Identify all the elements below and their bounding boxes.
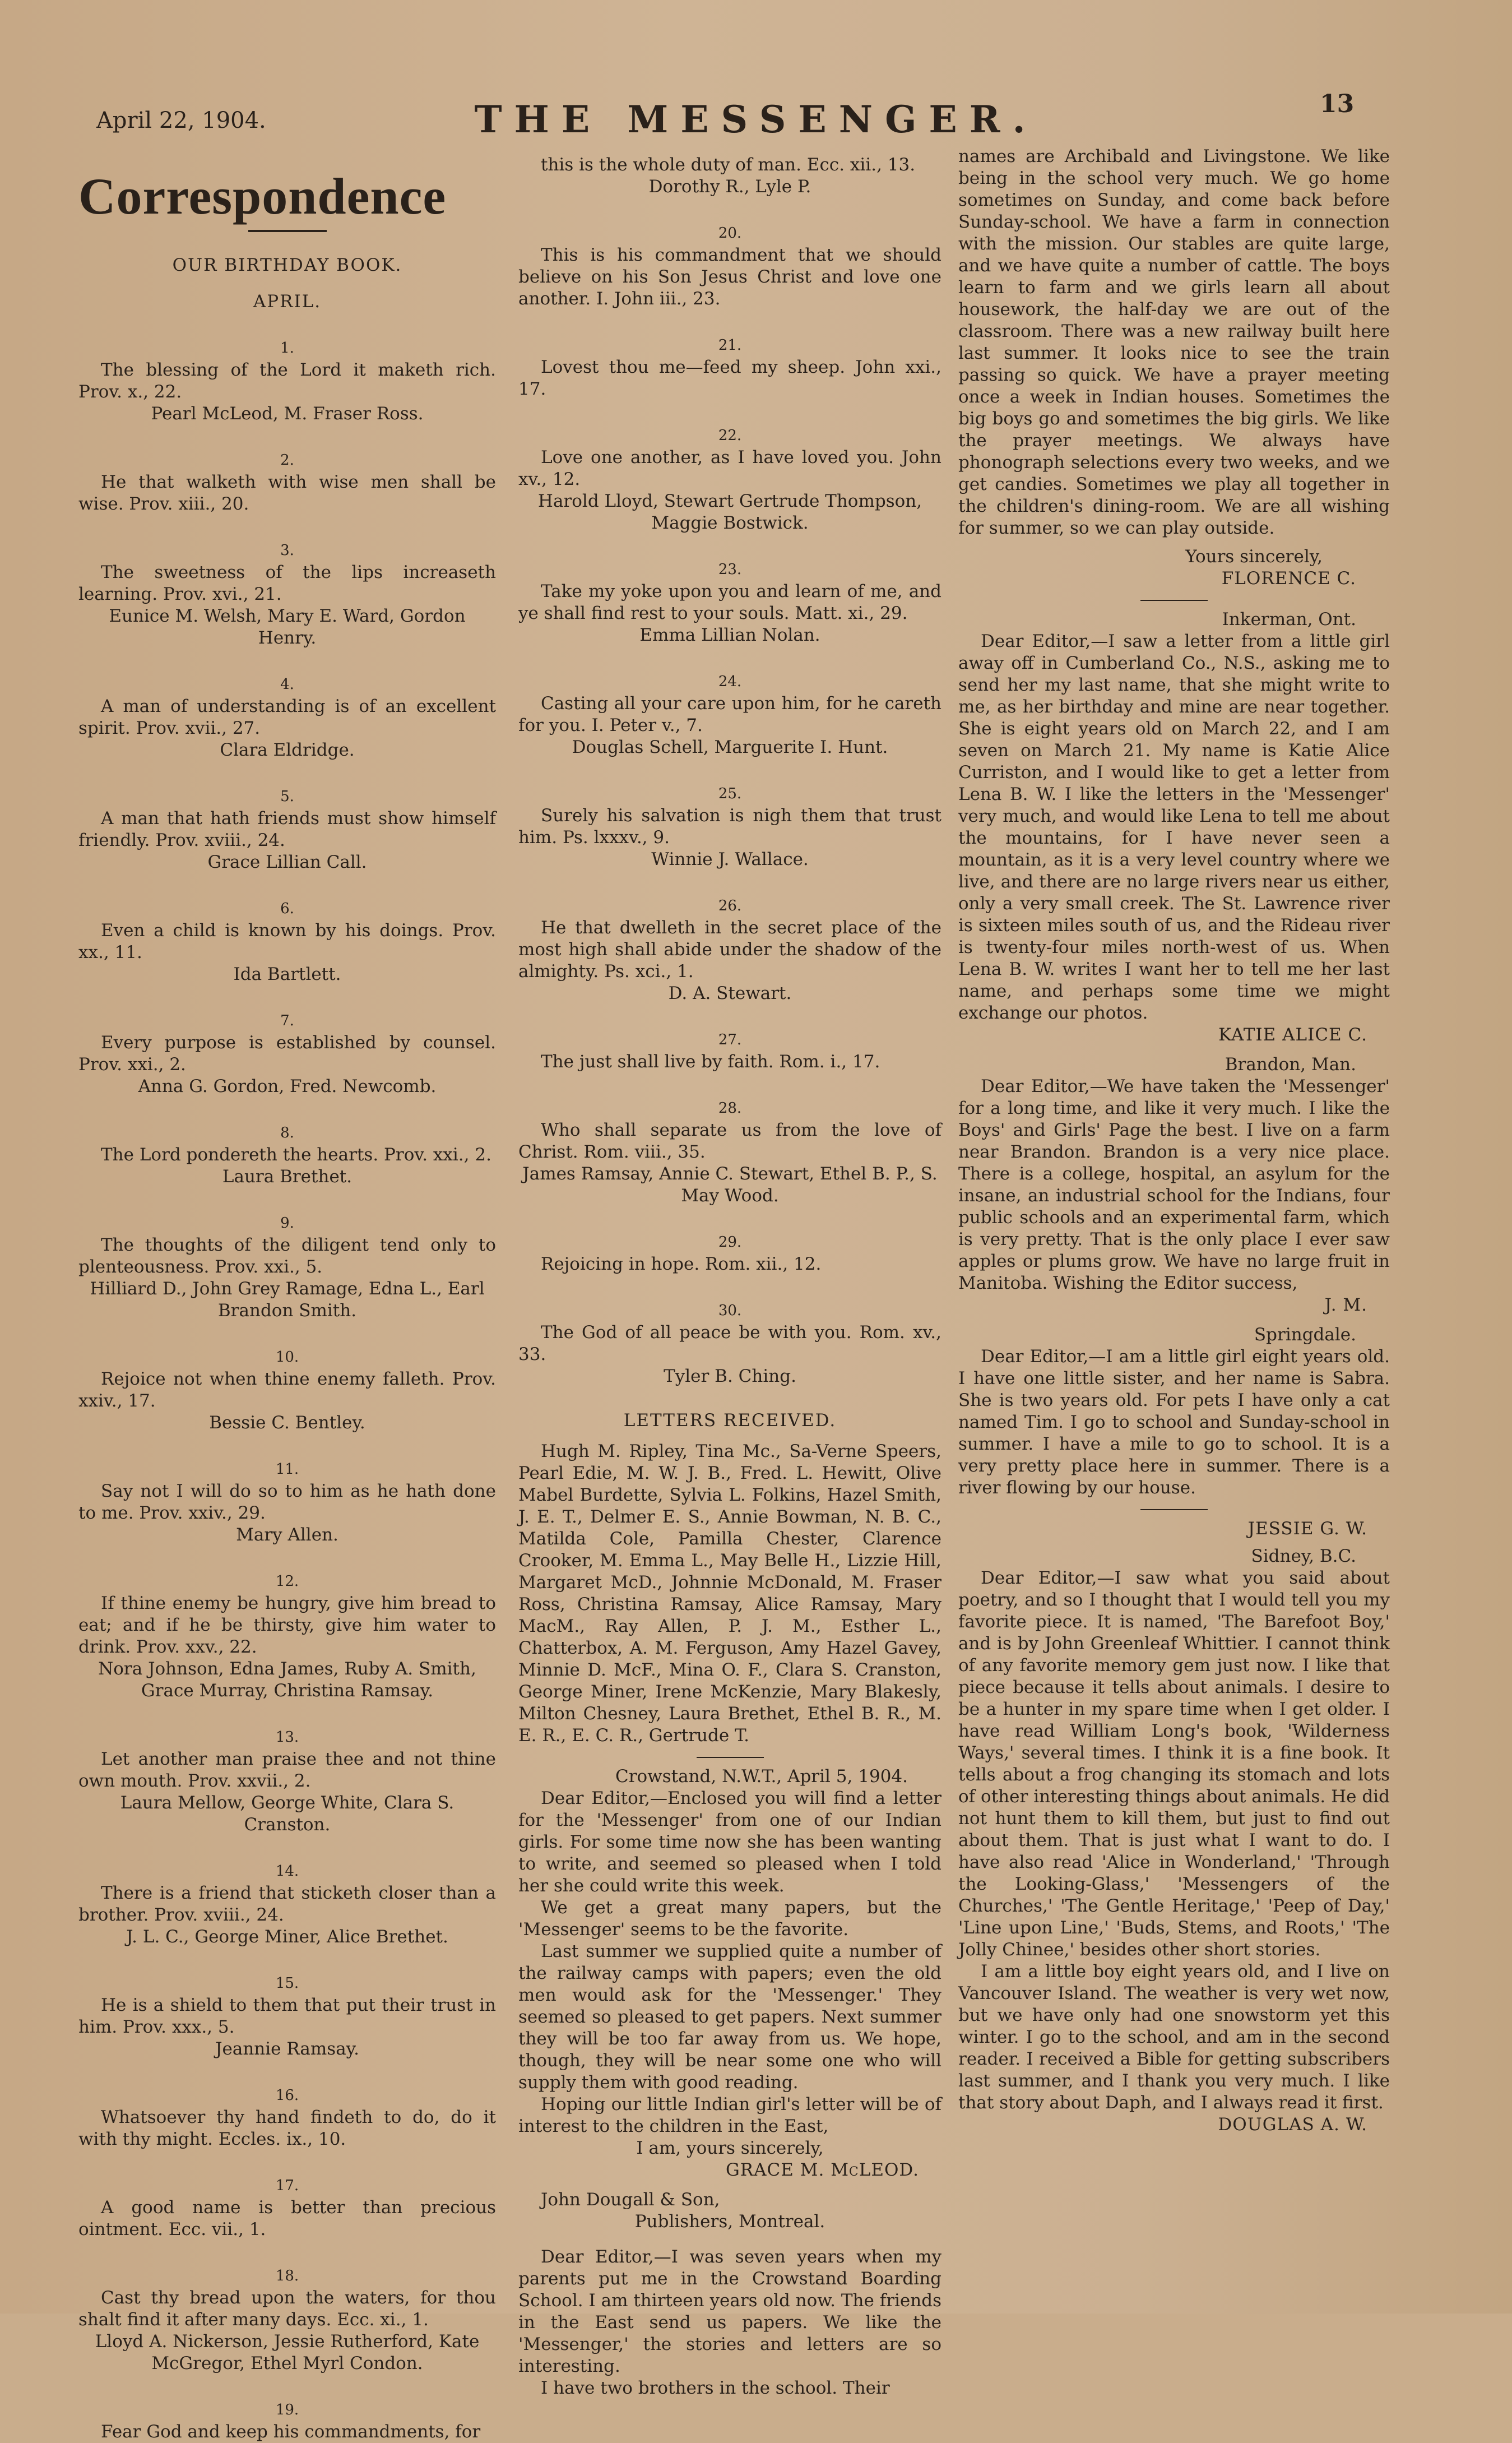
- letter-place: Crowstand, N.W.T., April 5, 1904.: [615, 1766, 908, 1787]
- letter-signature: DOUGLAS A. W.: [1218, 2115, 1367, 2135]
- divider: [697, 1757, 764, 1758]
- entry-number: 14.: [275, 1863, 299, 1880]
- entry-verse: The just shall live by faith. Rom. i., 17.: [541, 1052, 880, 1072]
- entry-number: 29.: [718, 1234, 742, 1251]
- entry-verse: He that walketh with wise men shall be wise. Prov. xiii., 20.: [78, 472, 496, 514]
- entry-names: Pearl McLeod, M. Fraser Ross.: [151, 404, 424, 424]
- birthday-entry: [78, 1010, 496, 1098]
- entry-names: Bessie C. Bentley.: [209, 1413, 365, 1433]
- entry-number: 3.: [280, 542, 294, 559]
- letter-paragraph: We get a great many papers, but the 'Messenger' seems to be the favorite.: [518, 1898, 941, 1940]
- birthday-entry: [518, 223, 941, 310]
- entry-verse: A man of understanding is of an excellent spirit. Prov. xvii., 27.: [78, 696, 496, 738]
- letter-addressee: Publishers, Montreal.: [634, 2211, 825, 2232]
- entry-number: 8.: [280, 1125, 294, 1141]
- entry-verse: The God of all peace be with you. Rom. xv., 33.: [518, 1322, 941, 1364]
- letter-paragraph: Dear Editor,—I saw what you said about poetry, and so I thought that I would tell you my favorite piece. It is named, 'The Barefoot Boy,' and is by John Greenleaf Whittier. I cannot think of any favorite memory gem just now. I like that piece because it tells about animals. I desire to be a hunter in my spare time when I get older. I have read William Long's book, 'Wilderness Ways,' several times. I think it is a fine book. It tells about a frog changing its stomach and lots of other interesting things about animals. He did not hunt them to kill them, but just to find out about them. That is just what I want to do. I have also read 'Alice in Wonderland,' 'Through the Looking-Glass,' 'Messengers of the Churches,' 'The Gentle Heritage,' 'Peep of Day,' 'Line upon Line,' 'Buds, Stems, and Roots,' 'The Jolly Chinee,' besides other short stories.: [958, 1568, 1390, 1960]
- birthday-entry: [78, 1213, 496, 1322]
- birthday-entry: [78, 1571, 496, 1702]
- birthday-entry: [518, 335, 941, 400]
- entry-names: Emma Lillian Nolan.: [639, 625, 820, 645]
- entry-names: Lloyd A. Nickerson, Jessie Rutherford, Kate McGregor, Ethel Myrl Condon.: [95, 2331, 480, 2373]
- issue-date: April 22, 1904.: [96, 108, 266, 133]
- letter-place: Inkerman, Ont.: [1222, 609, 1356, 630]
- entry-verse: A good name is better than precious ointment. Ecc. vii., 1.: [78, 2197, 496, 2240]
- entry-names: Harold Lloyd, Stewart Gertrude Thompson, Maggie Bostwick.: [537, 491, 922, 533]
- entry-names: Nora Johnson, Edna James, Ruby A. Smith, Grace Murray, Christina Ramsay.: [98, 1659, 476, 1701]
- entry-names: D. A. Stewart.: [668, 983, 792, 1003]
- entry-names: Jeannie Ramsay.: [215, 2039, 359, 2059]
- entry-verse: Every purpose is established by counsel. Prov. xxi., 2.: [78, 1033, 496, 1075]
- letter-paragraph: Dear Editor,—I am a little girl eight years old. I have one little sister, and her name is Sabra. She is two years old. For pets I have only a cat named Tim. I go to school and Sunday-school in summer. I have a mile to go to school. It is a very pretty place here in summer. There is a river flowing by our house.: [958, 1347, 1390, 1498]
- letter-signature: GRACE M. McLEOD.: [726, 2160, 919, 2180]
- entry-names: J. L. C., George Miner, Alice Brethet.: [126, 1927, 448, 1947]
- title-rule: [248, 230, 327, 232]
- entry-verse: This is his commandment that we should believe on his Son Jesus Christ and love one another. I. John iii., 23.: [518, 245, 941, 309]
- entry-verse: The blessing of the Lord it maketh rich. Prov. x., 22.: [78, 360, 496, 402]
- entry-verse: Say not I will do so to him as he hath done to me. Prov. xxiv., 29.: [78, 1481, 496, 1523]
- birthday-entry: [518, 671, 941, 758]
- birthday-entries-list: [78, 337, 496, 2443]
- entry-verse: The sweetness of the lips increaseth learning. Prov. xvi., 21.: [78, 562, 496, 604]
- birthday-entry: [78, 1347, 496, 1434]
- entry-verse: Let another man praise thee and not thine own mouth. Prov. xxvii., 2.: [78, 1749, 496, 1791]
- entry-names: Grace Lillian Call.: [207, 852, 367, 872]
- entry-verse: He that dwelleth in the secret place of the most high shall abide under the shadow of the almighty. Ps. xci., 1.: [518, 918, 941, 982]
- letter-closing: Yours sincerely,: [1185, 547, 1323, 567]
- entry-number: 10.: [275, 1349, 299, 1366]
- column-2: [518, 154, 941, 2399]
- letter-place: Springdale.: [1254, 1325, 1356, 1345]
- entry-verse: If thine enemy be hungry, give him bread to eat; and if he be thirsty, give him water to drink. Prov. xxv., 22.: [78, 1593, 496, 1657]
- page-header: [0, 84, 1512, 146]
- entry-verse: Who shall separate us from the love of Christ. Rom. viii., 35.: [518, 1120, 941, 1162]
- letter-paragraph: Dear Editor,—I saw a letter from a little girl away off in Cumberland Co., N.S., asking me to send her my last name, that she might write to me, as her birthday and mine are near together. She is eight years old on March 22, and I am seven on March 21. My name is Katie Alice Curriston, and I would like to get a letter from Lena B. W. I like the letters in the 'Messenger' very much, and would like Lena to tell me about the mountains, for I have never seen a mountain, as it is a very level country where we live, and there are no large rivers near us either, only a very small creek. The St. Lawrence river is sixteen miles south of us, and the Rideau river is twenty-four miles north-west of us. When Lena B. W. writes I want her to tell me her last name, and perhaps some time we might exchange our photos.: [958, 631, 1390, 1023]
- entry-verse: The Lord pondereth the hearts. Prov. xxi., 2.: [101, 1145, 491, 1165]
- entry-number: 26.: [718, 897, 742, 914]
- birthday-entry: [518, 425, 941, 534]
- birthday-entry: [78, 786, 496, 873]
- birthday-entry: [518, 783, 941, 871]
- letters-received-list: Hugh M. Ripley, Tina Mc., Sa-Verne Speers, Pearl Edie, M. W. J. B., Fred. L. Hewitt, Olive Mabel Burdette, Sylvia L. Folkins, Hazel Smith, J. E. T., Delmer E. S., Annie Bowman, N. B. C., Matilda Cole, Pamilla Chester, Clarence Crooker, M. Emma L., May Belle H., Lizzie Hill, Margaret McD., Johnnie McDonald, M. Fraser Ross, Christina Ramsay, Alice Ramsay, Mary MacM., Ray Allen, P. J. M., Esther L., Chatterbox, A. M. Ferguson, Amy Hazel Gavey, Minnie D. McF., Mina O. F., Clara S. Cranston, George Miner, Irene McKenzie, Mary Blakesly, Milton Chesney, Laura Brethet, Ethel B. R., M. E. R., E. C. R., Gertrude T.: [518, 1441, 941, 1746]
- entry-number: 20.: [718, 225, 742, 242]
- birthday-entry: [518, 1300, 941, 1387]
- letter-paragraph: Dear Editor,—We have taken the 'Messenger' for a long time, and like it very much. I like the Boys' and Girls' Page the best. I live on a farm near Brandon. Brandon is a very nice place. There is a college, hospital, an asylum for the insane, an industrial school for the Indians, four public schools and an experimental farm, which is very pretty. That is the only place I ever saw apples or plums grow. We have no large fruit in Manitoba. Wishing the Editor success,: [958, 1076, 1390, 1293]
- entry-names: Hilliard D., John Grey Ramage, Edna L., Earl Brandon Smith.: [90, 1279, 485, 1321]
- masthead-title: THE MESSENGER.: [474, 98, 1038, 141]
- letter-paragraph: I have two brothers in the school. Their: [541, 2378, 890, 2398]
- entry-names: Douglas Schell, Marguerite I. Hunt.: [572, 737, 888, 757]
- birthday-entry: [78, 2175, 496, 2241]
- birthday-entries-list-2: [518, 223, 941, 1387]
- entry-number: 12.: [275, 1573, 299, 1590]
- letter-signature: KATIE ALICE C.: [1218, 1025, 1367, 1045]
- letter-paragraph: Hoping our little Indian girl's letter will be of interest to the children in the East,: [518, 2094, 941, 2136]
- entry-names: Ida Bartlett.: [233, 964, 341, 984]
- birthday-entry: [78, 1973, 496, 2060]
- birthday-entry: [78, 2399, 496, 2443]
- entry-number: 11.: [275, 1461, 299, 1478]
- entry-verse: The thoughts of the diligent tend only to plenteousness. Prov. xxi., 5.: [78, 1235, 496, 1277]
- entry-number: 16.: [275, 2087, 299, 2104]
- entry-number: 30.: [718, 1302, 742, 1319]
- birthday-entry: [78, 450, 496, 515]
- entry-verse: Lovest thou me—feed my sheep. John xxi., 17.: [518, 357, 941, 399]
- entry-number: 21.: [718, 337, 742, 354]
- entry-number: 27.: [718, 1031, 742, 1048]
- column-1: [78, 151, 496, 2443]
- birthday-entry: [518, 1098, 941, 1207]
- divider: [1140, 600, 1208, 601]
- entry-number: 23.: [718, 561, 742, 578]
- page-number: 13: [1320, 90, 1355, 118]
- entry-number: 9.: [280, 1215, 294, 1232]
- entry-verse: Even a child is known by his doings. Prov. xx., 11.: [78, 920, 496, 963]
- birthday-entry: [78, 2265, 496, 2375]
- letter-signature: JESSIE G. W.: [1247, 1519, 1367, 1539]
- entry-number: 7.: [280, 1012, 294, 1029]
- entry-verse: He is a shield to them that put their trust in him. Prov. xxx., 5.: [78, 1995, 496, 2037]
- letters-received-heading: LETTERS RECEIVED.: [623, 1410, 837, 1431]
- entry-names: Laura Brethet.: [222, 1167, 353, 1187]
- entry-number: 15.: [275, 1975, 299, 1992]
- birthday-entry: [518, 1029, 941, 1073]
- entry-verse: Casting all your care upon him, for he careth for you. I. Peter v., 7.: [518, 693, 941, 735]
- entry-verse: Fear God and keep his commandments, for: [101, 2422, 481, 2442]
- divider: [1140, 1509, 1208, 1510]
- entry-verse: Take my yoke upon you and learn of me, and ye shall find rest to your souls. Matt. xi., 29.: [518, 581, 941, 623]
- birthday-entry: [518, 895, 941, 1005]
- entry-names: Eunice M. Welsh, Mary E. Ward, Gordon Henry.: [109, 606, 466, 648]
- birthday-entry: [78, 540, 496, 649]
- entry-number: 22.: [718, 427, 742, 444]
- entry-names: Mary Allen.: [236, 1525, 338, 1545]
- birthday-entry: [78, 674, 496, 761]
- letter-closing: I am, yours sincerely,: [636, 2138, 824, 2158]
- entry-number: 18.: [275, 2268, 299, 2284]
- letter-signature: FLORENCE C.: [1221, 568, 1356, 589]
- letter-paragraph: Dear Editor,—Enclosed you will find a letter for the 'Messenger' from one of our Indian girls. For some time now she has been wanting to write, and seemed so pleased when I told her she could write this week.: [518, 1788, 941, 1896]
- entry-number: 28.: [718, 1100, 742, 1117]
- entry-number: 1.: [280, 340, 294, 357]
- entry-verse: Love one another, as I have loved you. John xv., 12.: [518, 447, 941, 489]
- entry-number: 19.: [275, 2402, 299, 2418]
- entry-verse: Whatsoever thy hand findeth to do, do it with thy might. Eccles. ix., 10.: [78, 2107, 496, 2149]
- entry-names: James Ramsay, Annie C. Stewart, Ethel B. P., S. May Wood.: [522, 1164, 938, 1206]
- entry-names: Tyler B. Ching.: [664, 1366, 796, 1386]
- entry-number: 2.: [280, 452, 294, 469]
- entry-number: 25.: [718, 785, 742, 802]
- entry-names: Clara Eldridge.: [220, 740, 355, 760]
- birthday-entry: [78, 1861, 496, 1948]
- birthday-entry: [78, 1727, 496, 1836]
- entry-verse: There is a friend that sticketh closer than a brother. Prov. xviii., 24.: [78, 1883, 496, 1925]
- entry-verse: Rejoicing in hope. Rom. xii., 12.: [541, 1254, 822, 1274]
- entry-number: 13.: [275, 1729, 299, 1746]
- section-title: Correspondence: [78, 168, 447, 225]
- birthday-entry: [78, 1459, 496, 1546]
- letter-place: Brandon, Man.: [1225, 1054, 1356, 1075]
- birthday-entry: [78, 1122, 496, 1188]
- birthday-heading: OUR BIRTHDAY BOOK.: [172, 255, 402, 275]
- entry-verse: Surely his salvation is nigh them that trust him. Ps. lxxxv., 9.: [518, 806, 941, 848]
- entry-names: Anna G. Gordon, Fred. Newcomb.: [138, 1076, 437, 1096]
- entry-number: 24.: [718, 673, 742, 690]
- entry-names: Dorothy R., Lyle P.: [648, 177, 811, 197]
- letter-paragraph: Dear Editor,—I was seven years when my parents put me in the Crowstand Boarding School. I am thirteen years old now. The friends in the East send us papers. We like the 'Messenger,' the stories and letters are so interesting.: [518, 2247, 941, 2376]
- entry-verse: Rejoice not when thine enemy falleth. Prov. xxiv., 17.: [78, 1369, 496, 1411]
- entry-verse: Cast thy bread upon the waters, for thou shalt find it after many days. Ecc. xi., 1.: [78, 2288, 496, 2330]
- letter-place: Sidney, B.C.: [1251, 1546, 1356, 1566]
- month-heading: APRIL.: [253, 292, 322, 312]
- birthday-entry: [518, 559, 941, 646]
- letter-paragraph: I am a little boy eight years old, and I live on Vancouver Island. The weather is very wet now, but we have only had one snowstorm yet this winter. I go to the school, and am in the second reader. I received a Bible for getting subscribers last summer, and I thank you very much. I like that story about Daph, and I always read it first.: [958, 1961, 1390, 2113]
- entry-number: 5.: [280, 788, 294, 805]
- letter-addressee: John Dougall & Son,: [541, 2190, 720, 2210]
- entry-names: Laura Mellow, George White, Clara S. Cranston.: [120, 1793, 454, 1835]
- column-3: [958, 146, 1390, 2136]
- entry-names: Winnie J. Wallace.: [651, 849, 809, 869]
- birthday-entry: [78, 2085, 496, 2150]
- letter-paragraph: names are Archibald and Livingstone. We like being in the school very much. We go home sometimes on Sunday, and come back before Sunday-school. We have a farm in connection with the mission. Our stables are quite large, and we have quite a number of cattle. The boys learn to farm and we girls learn all about housework, the half-day we are out of the classroom. There was a new railway built here last summer. It looks nice to see the train passing so quick. We have a prayer meeting once a week in Indian houses. Sometimes the big boys go and sometimes the big girls. We like the prayer meetings. We always have phonograph selections every two weeks, and we get candies. Sometimes we play all together in the children's dining-room. We are all wishing for summer, so we can play outside.: [958, 146, 1390, 538]
- entry-number: 17.: [275, 2177, 299, 2194]
- letter-paragraph: Last summer we supplied quite a number of the railway camps with papers; even the old men would ask for the 'Messenger.' They seemed so pleased to get papers. Next summer they will be too far away from us. We hope, though, they will be near some one who will supply them with good reading.: [518, 1941, 941, 2093]
- entry-number: 6.: [280, 900, 294, 917]
- birthday-entry: [518, 1232, 941, 1275]
- entry-continuation: this is the whole duty of man. Ecc. xii., 13.: [541, 155, 916, 175]
- birthday-entry: [78, 898, 496, 985]
- entry-verse: A man that hath friends must show himself friendly. Prov. xviii., 24.: [78, 808, 496, 850]
- entry-number: 4.: [280, 676, 294, 693]
- birthday-entry: [78, 337, 496, 425]
- letter-signature: J. M.: [1324, 1295, 1367, 1315]
